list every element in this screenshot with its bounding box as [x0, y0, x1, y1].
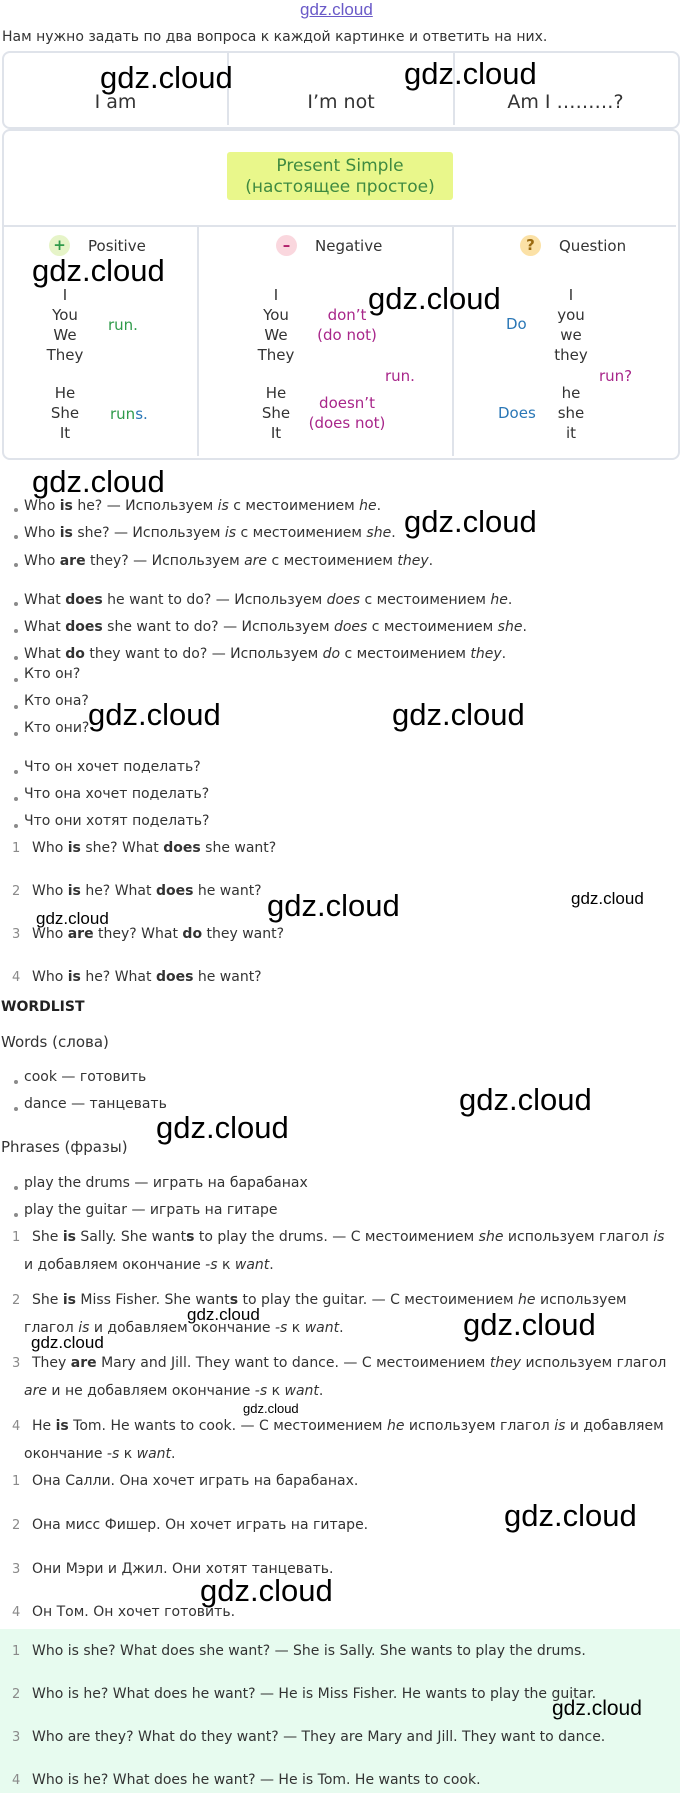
- rule-verb: is: [59, 525, 73, 541]
- watermark: gdz.cloud: [32, 253, 165, 288]
- rule-pronoun: he: [359, 498, 377, 514]
- positive-label: Positive: [88, 237, 146, 255]
- explanation-3-line2: [24, 1383, 323, 1399]
- rule-pronoun: he: [490, 592, 508, 608]
- q-part: he? What: [80, 969, 156, 985]
- ex-ending: s: [229, 1292, 239, 1308]
- rule-verb: do: [322, 646, 341, 662]
- watermark: gdz.cloud: [459, 1082, 592, 1117]
- watermark: gdz.cloud: [404, 56, 537, 91]
- bullet: [14, 1213, 18, 1217]
- rule-part: they? — Используем: [85, 553, 245, 569]
- ex-part: и добавляем: [565, 1418, 664, 1434]
- bullet: [14, 563, 18, 567]
- ex-ending: -s: [205, 1257, 218, 1273]
- bullet: [14, 705, 18, 709]
- rule-does-she: [24, 619, 527, 635]
- negative-pronouns-plural: [251, 285, 301, 365]
- q-aux: do: [182, 926, 203, 942]
- ex-part: к: [119, 1446, 137, 1462]
- q-part: he want?: [193, 969, 262, 985]
- ex-verb: are: [24, 1383, 47, 1399]
- rule-part: Who: [24, 553, 60, 569]
- pronoun: She: [50, 404, 80, 422]
- rule-part: с местоимением: [367, 619, 498, 635]
- positive-verb-runs: [110, 405, 148, 423]
- question-aux-does: Does: [498, 404, 536, 422]
- ex-pronoun: they: [489, 1355, 522, 1371]
- ex-part: to play the guitar. — С местоимением: [238, 1292, 519, 1308]
- q-verb: is: [67, 840, 81, 856]
- bullet: [14, 1186, 18, 1190]
- aux-full: (does not): [308, 414, 386, 432]
- word-item: dance — танцевать: [24, 1096, 167, 1112]
- watermark-top: gdz.cloud: [300, 0, 373, 19]
- table-row-divider: [4, 225, 676, 227]
- item-number: 4: [12, 1773, 21, 1788]
- rule-verb: are: [244, 553, 268, 569]
- answer-1: Who is she? What does she want? — She is Sally. She wants to play the drums.: [32, 1643, 586, 1659]
- answer-3: Who are they? What do they want? — They are Mary and Jill. They want to dance.: [32, 1729, 606, 1745]
- ex-ending: -s: [275, 1320, 288, 1336]
- pronoun: it: [565, 424, 577, 442]
- pronoun: She: [261, 404, 291, 422]
- bullet: [14, 1107, 18, 1111]
- phrases-heading: Phrases (фразы): [1, 1138, 128, 1156]
- ex-part: .: [171, 1446, 176, 1462]
- rule-verb: is: [59, 498, 73, 514]
- pronoun: It: [270, 424, 282, 442]
- ex-part: They: [32, 1355, 71, 1371]
- answer-2: Who is he? What does he want? — He is Miss Fisher. He wants to play the guitar.: [32, 1686, 597, 1702]
- translation-3: Они Мэри и Джил. Они хотят танцевать.: [32, 1561, 334, 1577]
- item-number: 3: [12, 1730, 21, 1745]
- pronoun: They: [46, 346, 84, 364]
- pronoun: I: [273, 286, 279, 304]
- watermark: gdz.cloud: [88, 697, 221, 732]
- rule-part: с местоимением: [360, 592, 491, 608]
- q-verb: is: [67, 969, 81, 985]
- rule-part: .: [428, 553, 434, 569]
- rule-part: What: [24, 592, 66, 608]
- pronoun: they: [554, 346, 588, 364]
- pronoun: You: [52, 306, 78, 324]
- rule-part: с местоимением: [236, 525, 367, 541]
- item-number: 2: [12, 884, 21, 899]
- q-part: she? What: [80, 840, 164, 856]
- rule-part: с местоимением: [228, 498, 360, 514]
- bullet: [14, 1080, 18, 1084]
- explanation-4-line2: [24, 1446, 175, 1462]
- ex-part: She: [32, 1292, 63, 1308]
- ex-part: Sally. She want: [75, 1229, 187, 1245]
- explanation-4-line1: [32, 1418, 664, 1434]
- rule-do-they: [24, 646, 506, 662]
- item-number: 1: [12, 1230, 21, 1245]
- phrase-item: play the drums — играть на барабанах: [24, 1175, 308, 1191]
- rule-part: What: [24, 646, 66, 662]
- positive-pronouns-singular: [40, 383, 90, 443]
- ex-ending: s: [186, 1229, 195, 1245]
- rule-part: What: [24, 619, 66, 635]
- pronoun: They: [257, 346, 295, 364]
- bullet: [14, 535, 18, 539]
- ex-pronoun: she: [478, 1229, 504, 1245]
- pronoun: I: [62, 286, 68, 304]
- rule-verb: do: [65, 646, 85, 662]
- explanation-3-line1: [32, 1355, 666, 1371]
- question-pronouns-plural: [546, 285, 596, 365]
- ex-word: want: [136, 1446, 172, 1462]
- header-im-not: I’m not: [307, 91, 375, 113]
- ex-ending: -s: [254, 1383, 268, 1399]
- ex-part: .: [269, 1257, 274, 1273]
- rule-part: .: [391, 525, 396, 541]
- ex-part: и добавляем окончание: [24, 1257, 206, 1273]
- pronoun: It: [59, 424, 71, 442]
- watermark: gdz.cloud: [504, 1498, 637, 1533]
- ex-part: Tom. He wants to cook. — С местоимением: [68, 1418, 387, 1434]
- item-number: 1: [12, 1474, 21, 1489]
- watermark: gdz.cloud: [404, 504, 537, 539]
- q-aux: does: [155, 969, 194, 985]
- item-number: 1: [12, 841, 21, 856]
- bullet: [14, 797, 18, 801]
- bullet: [14, 602, 18, 606]
- ex-pronoun: he: [518, 1292, 536, 1308]
- ex-verb: is: [554, 1418, 566, 1434]
- bullet: [14, 824, 18, 828]
- ex-part: окончание: [24, 1446, 107, 1462]
- ex-verb: is: [62, 1292, 76, 1308]
- watermark: gdz.cloud: [571, 889, 644, 908]
- aux-full: (do not): [317, 326, 377, 344]
- item-number: 3: [12, 1356, 21, 1371]
- rule-verb: does: [65, 619, 103, 635]
- q-part: she want?: [200, 840, 277, 856]
- ex-part: глагол: [24, 1320, 79, 1336]
- question-verb-run: run?: [599, 367, 633, 385]
- explanation-2-line1: [32, 1292, 627, 1308]
- item-number: 3: [12, 1562, 21, 1577]
- title-line1: Present Simple: [276, 156, 404, 176]
- ex-part: к: [287, 1320, 305, 1336]
- ex-part: к: [217, 1257, 235, 1273]
- rule-part: Who: [24, 498, 60, 514]
- ex-part: Mary and Jill. They want to dance. — С местоимением: [96, 1355, 490, 1371]
- item-number: 4: [12, 1605, 21, 1620]
- ex-part: и добавляем окончание: [89, 1320, 275, 1336]
- rule-verb: is: [224, 525, 237, 541]
- translation-1: Она Салли. Она хочет играть на барабанах.: [32, 1473, 359, 1489]
- rule-part: Who: [24, 525, 60, 541]
- ex-part: используем глагол: [521, 1355, 667, 1371]
- rule-part: .: [376, 498, 382, 514]
- ex-verb: is: [78, 1320, 90, 1336]
- q-part: he? What: [80, 883, 156, 899]
- item-number: 2: [12, 1518, 21, 1533]
- rule-part: they want to do? — Используем: [84, 646, 323, 662]
- q-part: they? What: [93, 926, 183, 942]
- ex-part: используем глагол: [404, 1418, 555, 1434]
- watermark: gdz.cloud: [552, 1697, 642, 1720]
- word-item: cook — готовить: [24, 1069, 147, 1085]
- pronoun: You: [263, 306, 289, 324]
- ex-part: используем глагол: [503, 1229, 654, 1245]
- watermark: gdz.cloud: [243, 1401, 299, 1416]
- question-4: [32, 969, 262, 985]
- rule-verb: are: [59, 553, 86, 569]
- rule-part: .: [522, 619, 527, 635]
- translation-4: Он Том. Он хочет готовить.: [32, 1604, 236, 1620]
- phrase-item: play the guitar — играть на гитаре: [24, 1202, 278, 1218]
- item-number: 3: [12, 927, 21, 942]
- ex-part: He: [32, 1418, 56, 1434]
- question-2: [32, 883, 262, 899]
- q-part: Who: [32, 969, 68, 985]
- item-number: 2: [12, 1687, 21, 1702]
- rule-part: .: [501, 646, 507, 662]
- item-number: 4: [12, 1419, 21, 1434]
- title-line2: (настоящее простое): [245, 177, 435, 197]
- ex-part: .: [318, 1383, 324, 1399]
- item-number: 2: [12, 1293, 21, 1308]
- question-aux-do: Do: [506, 315, 527, 333]
- aux-short: don’t: [327, 306, 367, 324]
- watermark: gdz.cloud: [267, 888, 400, 923]
- q-aux: does: [163, 840, 201, 856]
- watermark: gdz.cloud: [187, 1305, 260, 1324]
- ex-word: want: [304, 1320, 340, 1336]
- pronoun: We: [53, 326, 77, 344]
- pronoun: we: [560, 326, 582, 344]
- verb-ending: s.: [135, 405, 148, 423]
- rule-pronoun: she: [366, 525, 392, 541]
- rule-pronoun: they: [470, 646, 502, 662]
- rule-pronoun: she: [497, 619, 523, 635]
- ex-word: want: [234, 1257, 270, 1273]
- question-label: Question: [559, 237, 627, 255]
- ex-verb: are: [70, 1355, 97, 1371]
- ex-word: want: [284, 1383, 319, 1399]
- rule-does-he: [24, 592, 512, 608]
- translation-2: Она мисс Фишер. Он хочет играть на гитаре.: [32, 1517, 369, 1533]
- rule-pronoun: they: [397, 553, 429, 569]
- aux-short: doesn’t: [319, 394, 375, 412]
- header-am-i: Am I ………?: [507, 91, 624, 113]
- ru-what-he: Что он хочет поделать?: [24, 759, 201, 775]
- rule-part: he? — Используем: [72, 498, 218, 514]
- rule-part: she want to do? — Используем: [102, 619, 334, 635]
- watermark: gdz.cloud: [32, 464, 165, 499]
- bullet: [14, 629, 18, 633]
- bullet: [14, 656, 18, 660]
- ex-part: .: [339, 1320, 344, 1336]
- question-icon: ?: [520, 235, 541, 256]
- ex-verb: is: [55, 1418, 69, 1434]
- rule-part: с местоимением: [267, 553, 398, 569]
- ru-who-he: Кто он?: [24, 666, 81, 682]
- bullet: [14, 732, 18, 736]
- watermark: gdz.cloud: [31, 1333, 104, 1352]
- pronoun: she: [557, 404, 585, 422]
- question-pronouns-singular: [546, 383, 596, 443]
- negative-aux-doesnt: [306, 393, 388, 433]
- rule-verb: does: [326, 592, 361, 608]
- rule-is-she: [24, 525, 396, 541]
- pronoun: I: [568, 286, 574, 304]
- rule-verb: does: [65, 592, 103, 608]
- pronoun: you: [557, 306, 585, 324]
- ex-part: используем: [535, 1292, 627, 1308]
- q-verb: is: [67, 883, 81, 899]
- negative-verb-run: run.: [385, 367, 415, 385]
- item-number: 1: [12, 1644, 21, 1659]
- intro-text: Нам нужно задать по два вопроса к каждой картинке и ответить на них.: [2, 29, 548, 45]
- ex-pronoun: he: [386, 1418, 405, 1434]
- explanation-1-line1: [32, 1229, 664, 1245]
- bullet: [14, 508, 18, 512]
- ex-verb: is: [62, 1229, 76, 1245]
- watermark: gdz.cloud: [100, 60, 233, 95]
- rule-part: .: [507, 592, 513, 608]
- pronoun: he: [561, 384, 581, 402]
- rule-verb: is: [217, 498, 229, 514]
- positive-verb-run: run.: [108, 316, 138, 334]
- question-1: [32, 840, 276, 856]
- q-part: Who: [32, 883, 68, 899]
- watermark: gdz.cloud: [463, 1307, 596, 1342]
- negative-label: Negative: [315, 237, 383, 255]
- rule-are-they: [24, 553, 433, 569]
- divider: [197, 226, 199, 456]
- divider: [452, 226, 454, 456]
- rule-is-he: [24, 498, 381, 514]
- watermark: gdz.cloud: [36, 909, 109, 928]
- pronoun: He: [265, 384, 287, 402]
- positive-pronouns-plural: [40, 285, 90, 365]
- watermark: gdz.cloud: [200, 1573, 333, 1608]
- q-part: he want?: [193, 883, 262, 899]
- ex-ending: -s: [106, 1446, 120, 1462]
- words-heading: Words (слова): [1, 1033, 109, 1051]
- ex-verb: is: [653, 1229, 665, 1245]
- explanation-1-line2: [24, 1257, 274, 1273]
- ex-part: She: [32, 1229, 63, 1245]
- ex-part: к: [267, 1383, 285, 1399]
- header-i-am: I am: [94, 91, 137, 113]
- watermark: gdz.cloud: [156, 1110, 289, 1145]
- ru-what-they: Что они хотят поделать?: [24, 813, 210, 829]
- ex-part: Miss Fisher. She want: [75, 1292, 230, 1308]
- ru-what-she: Что она хочет поделать?: [24, 786, 210, 802]
- q-verb: are: [67, 926, 94, 942]
- ex-part: to play the drums. — С местоимением: [194, 1229, 479, 1245]
- rule-verb: does: [333, 619, 368, 635]
- ru-who-they: Кто они?: [24, 720, 90, 736]
- verb-stem: run: [110, 405, 136, 423]
- ex-part: и не добавляем окончание: [46, 1383, 255, 1399]
- bullet: [14, 770, 18, 774]
- ru-who-she: Кто она?: [24, 693, 89, 709]
- item-number: 4: [12, 970, 21, 985]
- pronoun: We: [264, 326, 288, 344]
- q-part: they want?: [202, 926, 285, 942]
- q-aux: does: [155, 883, 194, 899]
- negative-pronouns-singular: [251, 383, 301, 443]
- rule-part: с местоимением: [340, 646, 471, 662]
- bullet: [14, 678, 18, 682]
- wordlist-heading: WORDLIST: [1, 999, 85, 1015]
- present-simple-title: [227, 152, 453, 200]
- answer-4: Who is he? What does he want? — He is Tom. He wants to cook.: [32, 1772, 481, 1788]
- pronoun: He: [54, 384, 76, 402]
- watermark: gdz.cloud: [392, 697, 525, 732]
- q-part: Who: [32, 840, 68, 856]
- rule-part: he want to do? — Используем: [102, 592, 327, 608]
- q-part: Who: [32, 926, 68, 942]
- minus-icon: –: [276, 235, 297, 256]
- rule-part: she? — Используем: [72, 525, 225, 541]
- plus-icon: +: [49, 235, 70, 256]
- watermark: gdz.cloud: [368, 281, 501, 316]
